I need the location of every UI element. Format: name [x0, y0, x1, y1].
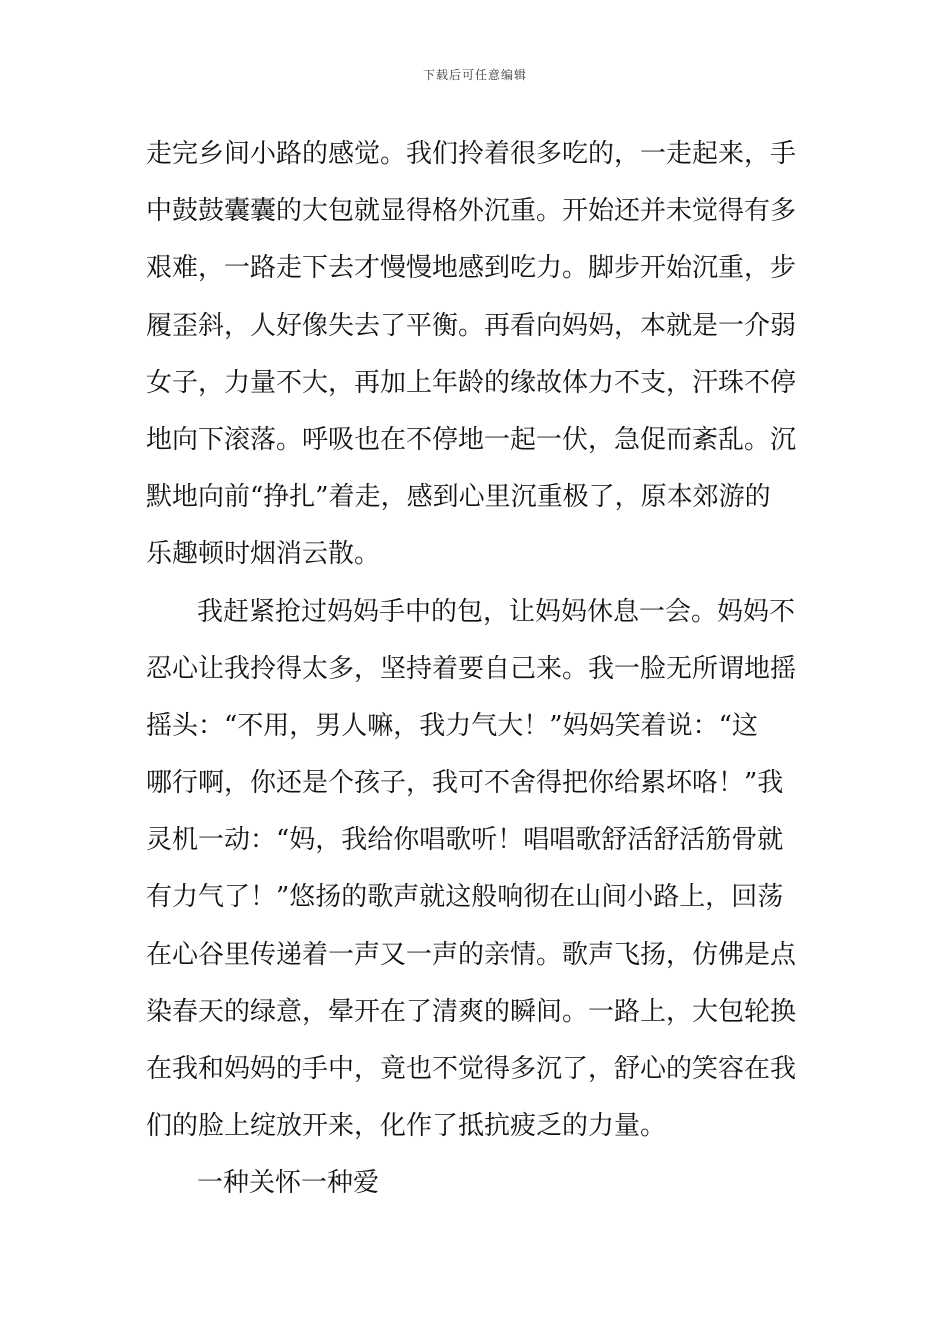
paragraph-3: [146, 1155, 810, 1212]
text-line: 中鼓鼓囊囊的大包就显得格外沉重。开始还并未觉得有多: [146, 196, 797, 227]
text-line: 们的脸上绽放开来，化作了抵抗疲乏的力量。: [146, 1111, 667, 1142]
text-line: 我赶紧抢过妈妈手中的包，让妈妈休息一会。妈妈不: [197, 596, 796, 627]
paragraph-1: [146, 126, 810, 584]
text-line: 有力气了！”悠扬的歌声就这般响彻在山间小路上，回荡: [146, 882, 784, 913]
text-line: 在心谷里传递着一声又一声的亲情。歌声飞扬，仿佛是点: [146, 939, 797, 970]
text-line: 乐趣顿时烟消云散。: [146, 539, 381, 570]
text-line: 女子，力量不大，再加上年龄的缘故体力不支，汗珠不停: [146, 367, 797, 398]
paragraph-2: [146, 584, 810, 1156]
text-line: 艰难，一路走下去才慢慢地感到吃力。脚步开始沉重，步: [146, 253, 797, 284]
text-line: 地向下滚落。呼吸也在不停地一起一伏，急促而紊乱。沉: [146, 424, 797, 455]
page-header-note: 下载后可任意编辑: [422, 68, 527, 82]
text-line: 默地向前“挣扎”着走，感到心里沉重极了，原本郊游的: [146, 482, 771, 513]
text-line: 染春天的绿意，晕开在了清爽的瞬间。一路上，大包轮换: [146, 996, 797, 1027]
text-line: 在我和妈妈的手中，竟也不觉得多沉了，舒心的笑容在我: [146, 1054, 797, 1084]
text-line: 哪行啊，你还是个孩子，我可不舍得把你给累坏咯！”我: [146, 768, 784, 799]
text-line: 摇头：“不用，男人嘛，我力气大！”妈妈笑着说：“这: [146, 710, 758, 741]
text-line: 一种关怀一种爱: [197, 1168, 380, 1199]
text-line: 灵机一动：“妈，我给你唱歌听！唱唱歌舒活舒活筋骨就: [146, 825, 784, 856]
text-line: 履歪斜，人好像失去了平衡。再看向妈妈，本就是一介弱: [146, 310, 797, 341]
text-line: 走完乡间小路的感觉。我们拎着很多吃的，一走起来，手: [146, 139, 797, 169]
document-body: [146, 126, 810, 1213]
text-line: 忍心让我拎得太多，坚持着要自己来。我一脸无所谓地摇: [146, 653, 797, 684]
